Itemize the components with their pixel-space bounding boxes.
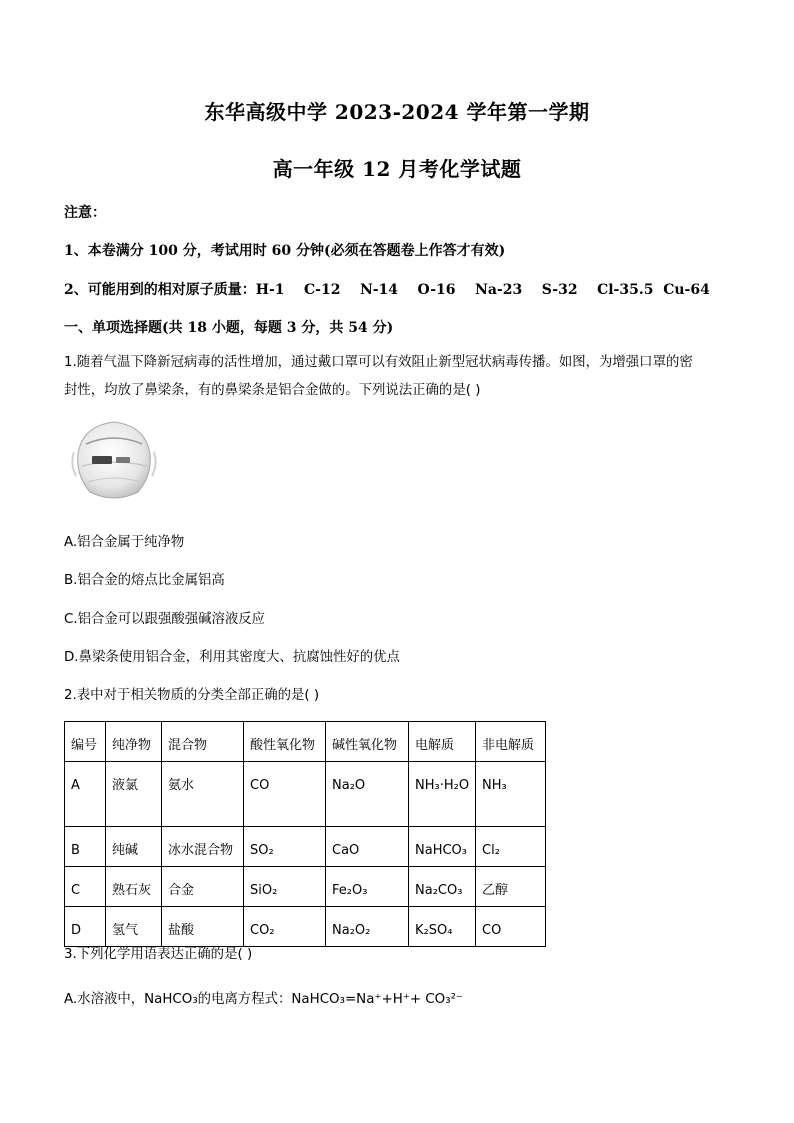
table-cell: CO (244, 762, 326, 827)
q3-stem: 3.下列化学用语表达正确的是( ) (64, 947, 253, 962)
table-cell: CO (476, 907, 546, 947)
table-cell: NH₃ (476, 762, 546, 827)
table-cell: NH₃·H₂O (409, 762, 476, 827)
table-cell: 纯碱 (106, 827, 162, 867)
table-cell: Na₂O₂ (326, 907, 409, 947)
header-cell: 编号 (65, 722, 106, 762)
table-row (65, 762, 546, 827)
table-cell: Fe₂O₃ (326, 867, 409, 907)
table-cell: 氨水 (162, 762, 244, 827)
header-cell: 酸性氧化物 (244, 722, 326, 762)
table-cell: SiO₂ (244, 867, 326, 907)
q1-stem-line1: 1.随着气温下降新冠病毒的活性增加，通过戴口罩可以有效阻止新型冠状病毒传播。如图，为增强口罩的密 (64, 355, 693, 370)
q1-stem-line2: 封性，均放了鼻梁条，有的鼻梁条是铝合金做的。下列说法正确的是( ) (64, 383, 481, 398)
notice-2: 2、可能用到的相对原子质量：H-1 C-12 N-14 O-16 Na-23 S-32 Cl-35.5 Cu-64 (64, 282, 710, 298)
q3-option-a: A.水溶液中，NaHCO₃的电离方程式：NaHCO₃=Na⁺+H⁺+ CO₃²⁻ (64, 992, 464, 1007)
table-cell: 熟石灰 (106, 867, 162, 907)
header-cell: 纯净物 (106, 722, 162, 762)
table-cell: 液氯 (106, 762, 162, 827)
table-row (65, 827, 546, 867)
header-cell: 非电解质 (476, 722, 546, 762)
exam-subtitle: 高一年级 12 月考化学试题 (272, 157, 522, 181)
q1-option-d: D.鼻梁条使用铝合金，利用其密度大、抗腐蚀性好的优点 (64, 650, 400, 665)
table-cell: 合金 (162, 867, 244, 907)
table-cell: CO₂ (244, 907, 326, 947)
table-header-row (65, 722, 546, 762)
table-cell: Na₂CO₃ (409, 867, 476, 907)
table-row (65, 867, 546, 907)
classification-table (64, 721, 546, 947)
q1-option-a: A.铝合金属于纯净物 (64, 535, 185, 550)
table-cell: Na₂O (326, 762, 409, 827)
table-cell: SO₂ (244, 827, 326, 867)
notice-1: 1、本卷满分 100 分，考试用时 60 分钟(必须在答题卷上作答才有效) (64, 243, 506, 259)
table-cell: B (65, 827, 106, 867)
table-cell: 氢气 (106, 907, 162, 947)
table-cell: 盐酸 (162, 907, 244, 947)
table-cell: Cl₂ (476, 827, 546, 867)
q2-stem: 2.表中对于相关物质的分类全部正确的是( ) (64, 688, 320, 703)
table-cell: 冰水混合物 (162, 827, 244, 867)
header-cell: 混合物 (162, 722, 244, 762)
notice-label: 注意： (64, 205, 106, 221)
q1-option-c: C.铝合金可以跟强酸强碱溶液反应 (64, 612, 266, 627)
table-cell: CaO (326, 827, 409, 867)
table-cell: 乙醇 (476, 867, 546, 907)
table-cell: K₂SO₄ (409, 907, 476, 947)
table-cell: D (65, 907, 106, 947)
q1-option-b: B.铝合金的熔点比金属铝高 (64, 573, 225, 588)
table-cell: NaHCO₃ (409, 827, 476, 867)
exam-title: 东华高级中学 2023-2024 学年第一学期 (204, 100, 590, 124)
section-heading: 一、单项选择题(共 18 小题，每题 3 分，共 54 分) (64, 320, 394, 336)
table-cell: C (65, 867, 106, 907)
table-cell: A (65, 762, 106, 827)
face-mask-image (68, 414, 160, 506)
header-cell: 碱性氧化物 (326, 722, 409, 762)
header-cell: 电解质 (409, 722, 476, 762)
